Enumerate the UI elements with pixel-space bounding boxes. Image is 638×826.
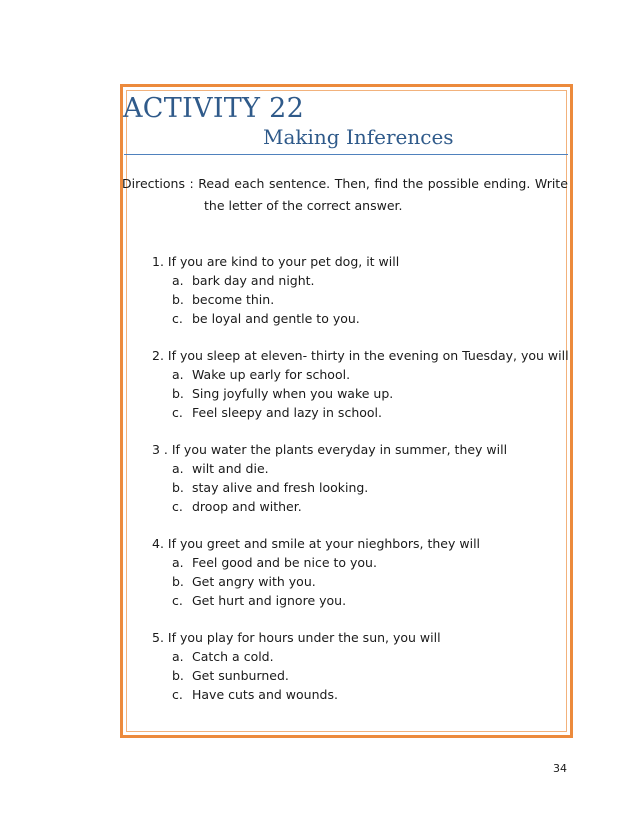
option-text: wilt and die. bbox=[192, 461, 269, 476]
question-2 bbox=[152, 346, 569, 422]
option-item bbox=[172, 591, 562, 610]
option-item bbox=[172, 553, 562, 572]
question-text: 2. If you sleep at eleven- thirty in the evening on Tuesday, you will bbox=[152, 348, 569, 363]
option-text: be loyal and gentle to you. bbox=[192, 311, 360, 326]
directions-word: Directions bbox=[122, 176, 185, 191]
option-text: droop and wither. bbox=[192, 499, 302, 514]
option-letter: c. bbox=[172, 593, 183, 608]
option-letter: a. bbox=[172, 367, 184, 382]
activity-title: ACTIVITY 22 bbox=[123, 93, 305, 124]
option-list bbox=[152, 553, 562, 610]
question-4 bbox=[152, 534, 562, 610]
option-text: Catch a cold. bbox=[192, 649, 274, 664]
directions-line-1 bbox=[122, 173, 568, 195]
directions-word: the bbox=[402, 176, 424, 191]
directions-word: Read bbox=[198, 176, 230, 191]
option-letter: c. bbox=[172, 311, 183, 326]
option-text: bark day and night. bbox=[192, 273, 315, 288]
option-text: become thin. bbox=[192, 292, 275, 307]
directions-word: ending. bbox=[483, 176, 531, 191]
option-item bbox=[172, 459, 562, 478]
option-text: Get angry with you. bbox=[192, 574, 316, 589]
directions-word: each bbox=[234, 176, 265, 191]
option-letter: a. bbox=[172, 649, 184, 664]
option-item bbox=[172, 685, 562, 704]
question-list bbox=[152, 252, 569, 722]
question-text: 1. If you are kind to your pet dog, it will bbox=[152, 254, 400, 269]
option-list bbox=[152, 365, 562, 422]
directions-word: possible bbox=[427, 176, 479, 191]
option-letter: a. bbox=[172, 555, 184, 570]
option-item bbox=[172, 572, 562, 591]
directions bbox=[122, 173, 568, 217]
question-text: 5. If you play for hours under the sun, you will bbox=[152, 630, 441, 645]
option-letter: c. bbox=[172, 687, 183, 702]
option-item bbox=[172, 403, 562, 422]
activity-subtitle: Making Inferences bbox=[263, 125, 454, 149]
option-letter: b. bbox=[172, 480, 184, 495]
directions-word: Then, bbox=[334, 176, 370, 191]
option-letter: b. bbox=[172, 386, 184, 401]
page-number: 34 bbox=[553, 762, 567, 775]
option-text: Feel sleepy and lazy in school. bbox=[192, 405, 382, 420]
option-item bbox=[172, 290, 562, 309]
option-text: Get sunburned. bbox=[192, 668, 289, 683]
directions-word: find bbox=[374, 176, 399, 191]
option-item bbox=[172, 271, 562, 290]
directions-word: sentence. bbox=[268, 176, 331, 191]
question-text: 4. If you greet and smile at your nieghbors, they will bbox=[152, 536, 481, 551]
option-letter: b. bbox=[172, 668, 184, 683]
question-3 bbox=[152, 440, 562, 516]
option-item bbox=[172, 497, 562, 516]
directions-line-2: the letter of the correct answer. bbox=[204, 198, 403, 213]
option-list bbox=[152, 459, 562, 516]
option-text: Have cuts and wounds. bbox=[192, 687, 338, 702]
option-item bbox=[172, 384, 562, 403]
question-1 bbox=[152, 252, 562, 328]
option-item bbox=[172, 666, 562, 685]
option-letter: c. bbox=[172, 499, 183, 514]
option-text: Feel good and be nice to you. bbox=[192, 555, 377, 570]
option-letter: b. bbox=[172, 574, 184, 589]
option-letter: c. bbox=[172, 405, 183, 420]
option-letter: a. bbox=[172, 461, 184, 476]
directions-word: Write bbox=[534, 176, 568, 191]
directions-word: : bbox=[189, 176, 194, 191]
option-text: stay alive and fresh looking. bbox=[192, 480, 369, 495]
option-letter: b. bbox=[172, 292, 184, 307]
option-list bbox=[152, 271, 562, 328]
option-text: Get hurt and ignore you. bbox=[192, 593, 347, 608]
option-letter: a. bbox=[172, 273, 184, 288]
option-text: Sing joyfully when you wake up. bbox=[192, 386, 394, 401]
option-text: Wake up early for school. bbox=[192, 367, 351, 382]
option-item bbox=[172, 365, 562, 384]
option-item bbox=[172, 647, 562, 666]
title-divider bbox=[124, 154, 568, 155]
option-item bbox=[172, 478, 562, 497]
option-list bbox=[152, 647, 562, 704]
option-item bbox=[172, 309, 562, 328]
question-text: 3 . If you water the plants everyday in summer, they will bbox=[152, 442, 508, 457]
question-5 bbox=[152, 628, 562, 704]
